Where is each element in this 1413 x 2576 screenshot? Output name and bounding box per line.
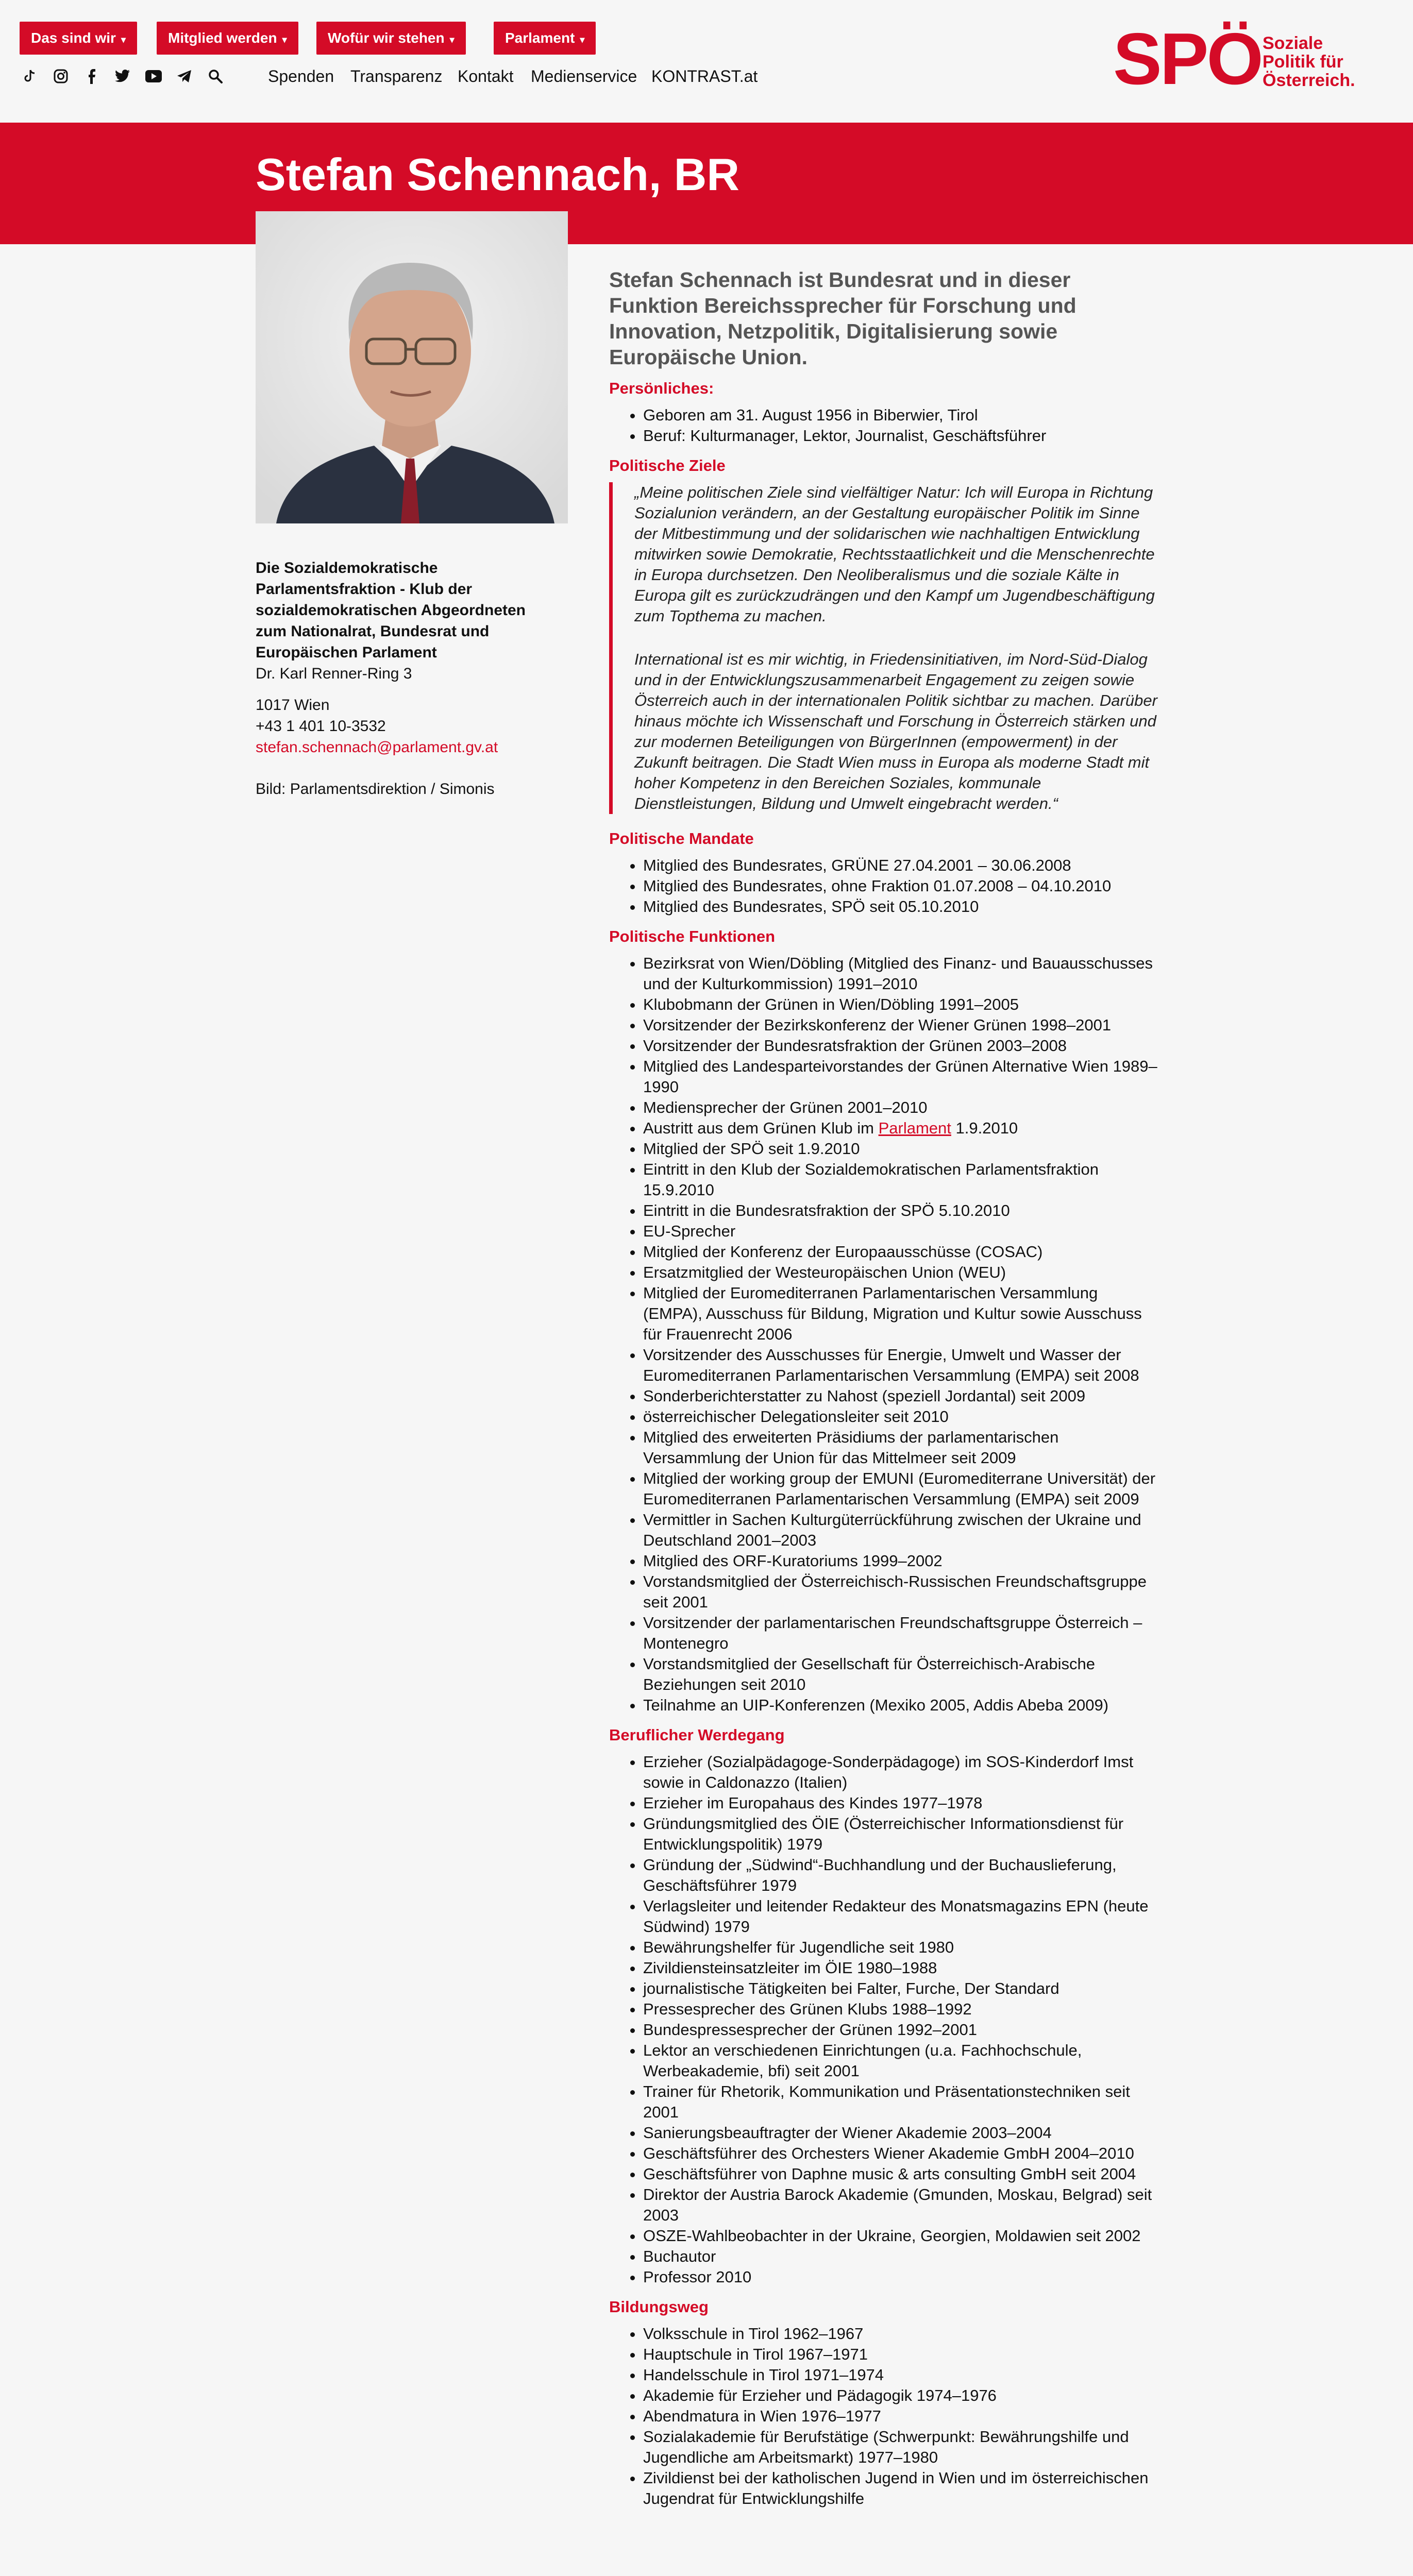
list-item: • Trainer für Rhetorik, Kommunikation und Präsentationstechniken seit 2001 (643, 2081, 1160, 2123)
section-heading-personal: Persönliches: (609, 379, 714, 397)
quote-paragraph: „Meine politischen Ziele sind vielfältiger Natur: Ich will Europa in Richtung Sozialunion verändern, an der Gestaltung europäischer Politik im Sinne der Mitbestimmung und der solidarischen wie nachhaltigen Entwicklung mitwirken sowie Demokratie, Rechtsstaatlichkeit und die Menschenrechte in Europa durchsetzen. Den Neoliberalismus und die soziale Kälte in Europa gilt es zurückzudrängen und den Kampf um Jugendbeschäftigung zum Topthema zu machen. (634, 483, 1155, 625)
search-icon[interactable] (207, 68, 224, 84)
career-list (609, 1752, 1160, 2287)
list-item: • Ersatzmitglied der Westeuropäischen Union (WEU) (643, 1262, 1160, 1283)
nav-parlament-button[interactable] (494, 22, 596, 55)
header-link-spenden[interactable]: Spenden (268, 67, 334, 86)
list-item: • Vorsitzender der Bezirkskonferenz der Wiener Grünen 1998–2001 (643, 1015, 1160, 1036)
page-title: Stefan Schennach, BR (256, 149, 739, 200)
section-heading-career: Beruflicher Werdegang (609, 1726, 785, 1744)
item-text: 1.9.2010 (951, 1119, 1018, 1137)
list-item: • Mitglied des Bundesrates, ohne Fraktion 01.07.2008 – 04.10.2010 (643, 876, 1160, 896)
list-item: • Direktor der Austria Barock Akademie (Gmunden, Moskau, Belgrad) seit 2003 (643, 2184, 1160, 2226)
title-band (0, 123, 1413, 244)
list-item: • Zivildienst bei der katholischen Jugend in Wien und im österreichischen Jugendrat für Entwicklungshilfe (643, 2468, 1160, 2509)
nav-label: Wofür wir stehen (328, 30, 445, 46)
nav-label: Mitglied werden (168, 30, 277, 46)
list-item: • Vorstandsmitglied der Österreichisch-Russischen Freundschaftsgruppe seit 2001 (643, 1571, 1160, 1613)
list-item: • Vorsitzender des Ausschusses für Energie, Umwelt und Wasser der Euromediterranen Parlamentarischen Versammlung (EMPA) seit 2008 (643, 1345, 1160, 1386)
list-item: • Bewährungshelfer für Jugendliche seit 1980 (643, 1937, 1160, 1958)
chevron-down-icon: ▾ (580, 35, 585, 45)
list-item: • Vorstandsmitglied der Gesellschaft für Österreichisch-Arabische Beziehungen seit 2010 (643, 1654, 1160, 1695)
nav-wofuer-wir-stehen-button[interactable] (316, 22, 466, 55)
education-list (609, 2324, 1160, 2509)
list-item: • Mitglied der Konferenz der Europaausschüsse (COSAC) (643, 1242, 1160, 1262)
nav-label: Das sind wir (31, 30, 116, 46)
list-item: • Gründung der „Südwind“-Buchhandlung und der Buchauslieferung, Geschäftsführer 1979 (643, 1855, 1160, 1896)
main-content (609, 267, 1160, 2518)
list-item: • Volksschule in Tirol 1962–1967 (643, 2324, 1160, 2344)
site-header (0, 0, 1413, 123)
list-item: • Geschäftsführer von Daphne music & arts consulting GmbH seit 2004 (643, 2164, 1160, 2184)
club-name-line: sozialdemokratischen Abgeordneten (256, 602, 526, 619)
list-item: • Handelsschule in Tirol 1971–1974 (643, 2365, 1160, 2385)
instagram-icon[interactable] (53, 68, 69, 84)
list-item: • Mitglied des ORF-Kuratoriums 1999–2002 (643, 1551, 1160, 1571)
header-link-transparenz[interactable]: Transparenz (350, 67, 443, 86)
list-item: • Geboren am 31. August 1956 in Biberwier, Tirol (643, 405, 1160, 426)
item-text: Austritt aus dem Grünen Klub im (643, 1119, 879, 1137)
mandates-list (609, 855, 1160, 917)
list-item: • Mediensprecher der Grünen 2001–2010 (643, 1097, 1160, 1118)
section-heading-mandates: Politische Mandate (609, 829, 754, 848)
club-name-line: zum Nationalrat, Bundesrat und (256, 623, 490, 640)
goals-quote (609, 482, 1160, 814)
youtube-icon[interactable] (145, 68, 162, 84)
list-item: • Erzieher im Europahaus des Kindes 1977–1978 (643, 1793, 1160, 1814)
personal-list (609, 405, 1160, 446)
list-item: • Geschäftsführer des Orchesters Wiener Akademie GmbH 2004–2010 (643, 2143, 1160, 2164)
list-item: • Lektor an verschiedenen Einrichtungen (u.a. Fachhochschule, Werbeakademie, bfi) seit 2001 (643, 2040, 1160, 2081)
club-name-line: Die Sozialdemokratische (256, 560, 438, 577)
list-item: • Mitglied des Bundesrates, SPÖ seit 05.10.2010 (643, 896, 1160, 917)
list-item: • Vermittler in Sachen Kulturgüterrückführung zwischen der Ukraine und Deutschland 2001–2003 (643, 1510, 1160, 1551)
chevron-down-icon: ▾ (282, 35, 287, 45)
list-item: • Klubobmann der Grünen in Wien/Döbling 1991–2005 (643, 994, 1160, 1015)
club-name-line: Parlamentsfraktion - Klub der (256, 581, 473, 598)
logo-mark: SPÖ (1113, 18, 1261, 100)
logo-tagline: Österreich. (1263, 71, 1355, 90)
list-item: • Verlagsleiter und leitender Redakteur des Monatsmagazins EPN (heute Südwind) 1979 (643, 1896, 1160, 1937)
functions-list (609, 953, 1160, 1716)
list-item: • Professor 2010 (643, 2267, 1160, 2287)
parlament-link[interactable]: Parlament (878, 1119, 951, 1137)
list-item: • Sozialakademie für Berufstätige (Schwerpunkt: Bewährungshilfe und Jugendliche am Arbeitsmarkt) 1977–1980 (643, 2427, 1160, 2468)
nav-das-sind-wir-button[interactable] (20, 22, 137, 55)
chevron-down-icon: ▾ (121, 35, 126, 45)
list-item: • Bezirksrat von Wien/Döbling (Mitglied des Finanz- und Bauausschusses und der Kulturkommission) 1991–2010 (643, 953, 1160, 994)
list-item (643, 1118, 1160, 1139)
list-item: • Eintritt in den Klub der Sozialdemokratischen Parlamentsfraktion 15.9.2010 (643, 1159, 1160, 1200)
list-item: • Mitglied der Euromediterranen Parlamentarischen Versammlung (EMPA), Ausschuss für Bildung, Migration und Kultur sowie Ausschuss für Frauenrecht 2006 (643, 1283, 1160, 1345)
list-item: • Buchautor (643, 2246, 1160, 2267)
list-item: • Eintritt in die Bundesratsfraktion der SPÖ 5.10.2010 (643, 1200, 1160, 1221)
lead-text: Stefan Schennach ist Bundesrat und in dieser Funktion Bereichssprecher für Forschung und Innovation, Netzpolitik, Digitalisierung sowie Europäische Union. (609, 268, 1076, 369)
portrait-photo (256, 211, 568, 523)
list-item: • Gründungsmitglied des ÖIE (Österreichischer Informationsdienst für Entwicklungspolitik) 1979 (643, 1814, 1160, 1855)
list-item: • Mitglied des Landesparteivorstandes der Grünen Alternative Wien 1989–1990 (643, 1056, 1160, 1097)
list-item: • Zivildiensteinsatzleiter im ÖIE 1980–1988 (643, 1958, 1160, 1978)
logo-tagline: Soziale (1263, 33, 1323, 53)
club-name-line: Europäischen Parlament (256, 644, 437, 661)
header-link-medienservice[interactable]: Medienservice (531, 67, 637, 86)
address-street: Dr. Karl Renner-Ring 3 (256, 665, 412, 682)
quote-paragraph: International ist es mir wichtig, in Friedensinitiativen, im Nord-Süd-Dialog und in der Entwicklungszusammenarbeit Engagement zu zeigen sowie Österreich auch in der internationalen Politik sichtbar zu machen. Darüber hinaus möchte ich Wissenschaft und Forschung in Österreich stärken und zur modernen Beteiligungen von BürgerInnen (empowerment) in der Zukunft beitragen. Die Stadt Wien muss in Europa als moderne Stadt mit hoher Kompetenz in den Bereichen Soziales, kommunale Dienstleistungen, Bildung und Umwelt eingebracht werden.“ (634, 650, 1157, 812)
list-item: • Mitglied der working group der EMUNI (Euromediterrane Universität) der Euromediterranen Parlamentarischen Versammlung (EMPA) seit 2009 (643, 1468, 1160, 1510)
tiktok-icon[interactable] (22, 68, 38, 84)
chevron-down-icon: ▾ (449, 35, 455, 45)
nav-label: Parlament (505, 30, 575, 46)
list-item: • Mitglied des Bundesrates, GRÜNE 27.04.2001 – 30.06.2008 (643, 855, 1160, 876)
twitter-icon[interactable] (114, 68, 131, 84)
list-item: • Pressesprecher des Grünen Klubs 1988–1992 (643, 1999, 1160, 2020)
list-item: • OSZE-Wahlbeobachter in der Ukraine, Georgien, Moldawien seit 2002 (643, 2226, 1160, 2246)
logo-tagline: Politik für (1263, 52, 1343, 72)
facebook-icon[interactable] (83, 68, 100, 84)
photo-credit: Bild: Parlamentsdirektion / Simonis (256, 781, 495, 798)
list-item: • Erzieher (Sozialpädagoge-Sonderpädagoge) im SOS-Kinderdorf Imst sowie in Caldonazzo (Italien) (643, 1752, 1160, 1793)
section-heading-goals: Politische Ziele (609, 456, 726, 474)
list-item: • Vorsitzender der Bundesratsfraktion der Grünen 2003–2008 (643, 1036, 1160, 1056)
list-item: • Bundespressesprecher der Grünen 1992–2001 (643, 2020, 1160, 2040)
list-item: • EU-Sprecher (643, 1221, 1160, 1242)
header-link-kontakt[interactable]: Kontakt (458, 67, 514, 86)
contact-sidebar (256, 557, 575, 800)
list-item: • österreichischer Delegationsleiter seit 2010 (643, 1406, 1160, 1427)
list-item: • Akademie für Erzieher und Pädagogik 1974–1976 (643, 2385, 1160, 2406)
list-item: • Teilnahme an UIP-Konferenzen (Mexiko 2005, Addis Abeba 2009) (643, 1695, 1160, 1716)
section-heading-functions: Politische Funktionen (609, 927, 776, 945)
list-item: • Mitglied der SPÖ seit 1.9.2010 (643, 1139, 1160, 1159)
list-item: • journalistische Tätigkeiten bei Falter, Furche, Der Standard (643, 1978, 1160, 1999)
phone-number: +43 1 401 10-3532 (256, 718, 386, 735)
list-item: • Hauptschule in Tirol 1967–1971 (643, 2344, 1160, 2365)
list-item: • Beruf: Kulturmanager, Lektor, Journalist, Geschäftsführer (643, 426, 1160, 446)
list-item: • Sanierungsbeauftragter der Wiener Akademie 2003–2004 (643, 2123, 1160, 2143)
social-icon-row (22, 65, 224, 88)
address-city: 1017 Wien (256, 697, 330, 714)
list-item: • Mitglied des erweiterten Präsidiums der parlamentarischen Versammlung der Union für das Mittelmeer seit 2009 (643, 1427, 1160, 1468)
email-link[interactable]: stefan.schennach@parlament.gv.at (256, 739, 498, 756)
section-heading-education: Bildungsweg (609, 2298, 709, 2316)
nav-mitglied-werden-button[interactable] (157, 22, 298, 55)
spoe-logo[interactable] (1113, 18, 1381, 103)
header-link-kontrast[interactable]: KONTRAST.at (651, 67, 758, 86)
telegram-icon[interactable] (176, 68, 193, 84)
list-item: • Sonderberichterstatter zu Nahost (speziell Jordantal) seit 2009 (643, 1386, 1160, 1406)
list-item: • Abendmatura in Wien 1976–1977 (643, 2406, 1160, 2427)
list-item: • Vorsitzender der parlamentarischen Freundschaftsgruppe Österreich – Montenegro (643, 1613, 1160, 1654)
